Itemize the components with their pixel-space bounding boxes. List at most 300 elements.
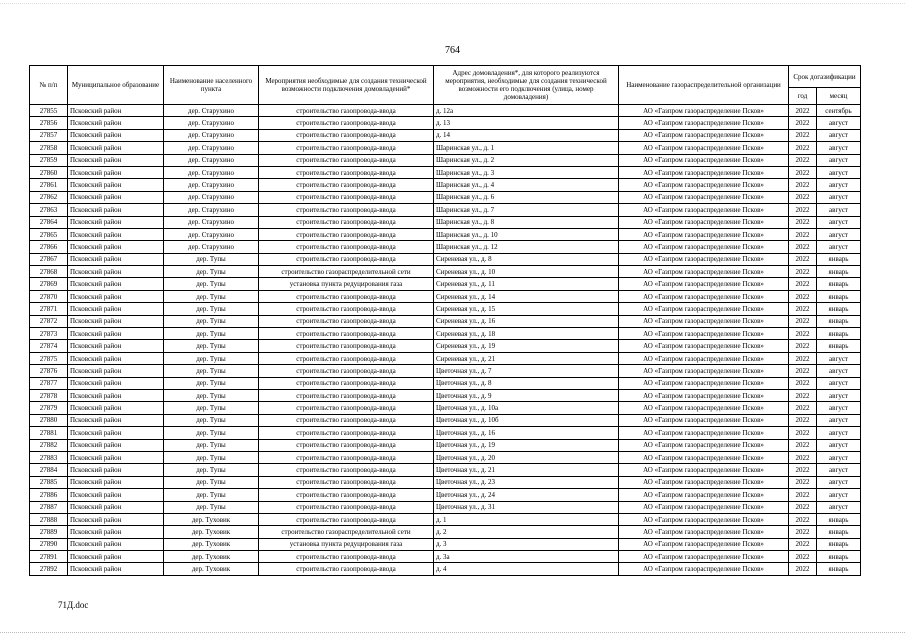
row-month: август bbox=[817, 129, 861, 141]
row-measure: строительство газопровода-ввода bbox=[259, 414, 434, 426]
row-month: август bbox=[817, 154, 861, 166]
row-municipality: Псковский район bbox=[68, 476, 164, 488]
row-municipality: Псковский район bbox=[68, 105, 164, 117]
row-address: Цветочная ул., д. 9 bbox=[434, 389, 619, 401]
row-organization: АО «Газпром газораспределение Псков» bbox=[619, 414, 789, 426]
row-year: 2022 bbox=[789, 105, 817, 117]
row-municipality: Псковский район bbox=[68, 402, 164, 414]
row-year: 2022 bbox=[789, 377, 817, 389]
row-municipality: Псковский район bbox=[68, 501, 164, 513]
table-row bbox=[30, 142, 861, 154]
header-address: Адрес домовладения*, для которого реализуются мероприятия, необходимые для создания технической возможности его подключения (улица, номер домовладения) bbox=[434, 66, 619, 105]
row-settlement: дер. Старухино bbox=[164, 191, 259, 203]
row-settlement: дер. Тупы bbox=[164, 389, 259, 401]
row-number: 27883 bbox=[30, 451, 68, 463]
row-measure: строительство газопровода-ввода bbox=[259, 489, 434, 501]
row-organization: АО «Газпром газораспределение Псков» bbox=[619, 204, 789, 216]
row-month: август bbox=[817, 365, 861, 377]
row-municipality: Псковский район bbox=[68, 191, 164, 203]
row-month: август bbox=[817, 179, 861, 191]
row-month: январь bbox=[817, 253, 861, 265]
header-year: год bbox=[789, 88, 817, 105]
row-month: январь bbox=[817, 328, 861, 340]
row-number: 27856 bbox=[30, 117, 68, 129]
row-year: 2022 bbox=[789, 476, 817, 488]
row-organization: АО «Газпром газораспределение Псков» bbox=[619, 340, 789, 352]
row-address: д. 1 bbox=[434, 513, 619, 525]
row-organization: АО «Газпром газораспределение Псков» bbox=[619, 278, 789, 290]
row-measure: строительство газопровода-ввода bbox=[259, 402, 434, 414]
row-month: январь bbox=[817, 315, 861, 327]
row-settlement: дер. Старухино bbox=[164, 105, 259, 117]
row-municipality: Псковский район bbox=[68, 489, 164, 501]
row-measure: строительство газопровода-ввода bbox=[259, 228, 434, 240]
row-address: Шаринская ул., д. 2 bbox=[434, 154, 619, 166]
row-organization: АО «Газпром газораспределение Псков» bbox=[619, 129, 789, 141]
row-month: январь bbox=[817, 303, 861, 315]
row-number: 27889 bbox=[30, 526, 68, 538]
row-measure: строительство газопровода-ввода bbox=[259, 451, 434, 463]
row-settlement: дер. Тупы bbox=[164, 476, 259, 488]
table-row bbox=[30, 551, 861, 563]
row-address: д. 13 bbox=[434, 117, 619, 129]
row-address: Сиреневая ул., д. 8 bbox=[434, 253, 619, 265]
row-organization: АО «Газпром газораспределение Псков» bbox=[619, 451, 789, 463]
row-year: 2022 bbox=[789, 352, 817, 364]
row-settlement: дер. Тупы bbox=[164, 365, 259, 377]
row-address: Шаринская ул., д. 6 bbox=[434, 191, 619, 203]
table-row bbox=[30, 538, 861, 550]
table-row bbox=[30, 501, 861, 513]
table-row bbox=[30, 402, 861, 414]
row-year: 2022 bbox=[789, 191, 817, 203]
row-number: 27861 bbox=[30, 179, 68, 191]
row-year: 2022 bbox=[789, 365, 817, 377]
row-municipality: Псковский район bbox=[68, 451, 164, 463]
row-year: 2022 bbox=[789, 241, 817, 253]
row-number: 27870 bbox=[30, 290, 68, 302]
row-address: Цветочная ул., д. 21 bbox=[434, 464, 619, 476]
table-row bbox=[30, 266, 861, 278]
row-organization: АО «Газпром газораспределение Псков» bbox=[619, 303, 789, 315]
row-month: август bbox=[817, 117, 861, 129]
table-row bbox=[30, 328, 861, 340]
row-number: 27882 bbox=[30, 439, 68, 451]
row-municipality: Псковский район bbox=[68, 204, 164, 216]
row-organization: АО «Газпром газораспределение Псков» bbox=[619, 241, 789, 253]
row-month: август bbox=[817, 352, 861, 364]
row-address: Сиреневая ул., д. 18 bbox=[434, 328, 619, 340]
row-year: 2022 bbox=[789, 513, 817, 525]
row-municipality: Псковский район bbox=[68, 464, 164, 476]
row-organization: АО «Газпром газораспределение Псков» bbox=[619, 563, 789, 575]
table-row bbox=[30, 427, 861, 439]
row-municipality: Псковский район bbox=[68, 142, 164, 154]
row-settlement: дер. Тупы bbox=[164, 414, 259, 426]
row-number: 27876 bbox=[30, 365, 68, 377]
row-organization: АО «Газпром газораспределение Псков» bbox=[619, 142, 789, 154]
table-row bbox=[30, 451, 861, 463]
row-measure: строительство газопровода-ввода bbox=[259, 204, 434, 216]
row-number: 27866 bbox=[30, 241, 68, 253]
row-municipality: Псковский район bbox=[68, 427, 164, 439]
row-address: Шаринская ул., д. 10 bbox=[434, 228, 619, 240]
row-measure: строительство газопровода-ввода bbox=[259, 464, 434, 476]
row-organization: АО «Газпром газораспределение Псков» bbox=[619, 166, 789, 178]
row-municipality: Псковский район bbox=[68, 303, 164, 315]
header-measures: Мероприятия необходимые для создания технической возможности подключения домовладений* bbox=[259, 66, 434, 105]
row-year: 2022 bbox=[789, 427, 817, 439]
row-year: 2022 bbox=[789, 464, 817, 476]
row-settlement: дер. Тупы bbox=[164, 464, 259, 476]
table-row bbox=[30, 204, 861, 216]
header-settlement: Наименование населенного пункта bbox=[164, 66, 259, 105]
row-year: 2022 bbox=[789, 563, 817, 575]
row-organization: АО «Газпром газораспределение Псков» bbox=[619, 402, 789, 414]
row-year: 2022 bbox=[789, 290, 817, 302]
row-number: 27875 bbox=[30, 352, 68, 364]
header-term: Срок догазификации bbox=[789, 66, 861, 88]
row-organization: АО «Газпром газораспределение Псков» bbox=[619, 315, 789, 327]
row-month: август bbox=[817, 166, 861, 178]
row-settlement: дер. Туховик bbox=[164, 513, 259, 525]
row-organization: АО «Газпром газораспределение Псков» bbox=[619, 105, 789, 117]
row-month: январь bbox=[817, 526, 861, 538]
row-month: январь bbox=[817, 266, 861, 278]
table-row bbox=[30, 513, 861, 525]
row-month: август bbox=[817, 216, 861, 228]
scan-edge-bottom bbox=[0, 632, 905, 634]
row-organization: АО «Газпром газораспределение Псков» bbox=[619, 538, 789, 550]
row-address: д. 3а bbox=[434, 551, 619, 563]
row-settlement: дер. Туховик bbox=[164, 526, 259, 538]
row-measure: строительство газопровода-ввода bbox=[259, 389, 434, 401]
table-row bbox=[30, 377, 861, 389]
row-address: Цветочная ул., д. 10б bbox=[434, 414, 619, 426]
row-measure: строительство газопровода-ввода bbox=[259, 328, 434, 340]
row-number: 27879 bbox=[30, 402, 68, 414]
row-measure: строительство газопровода-ввода bbox=[259, 303, 434, 315]
row-address: Сиреневая ул., д. 10 bbox=[434, 266, 619, 278]
row-settlement: дер. Тупы bbox=[164, 315, 259, 327]
table-row bbox=[30, 117, 861, 129]
row-year: 2022 bbox=[789, 253, 817, 265]
row-organization: АО «Газпром газораспределение Псков» bbox=[619, 290, 789, 302]
row-address: д. 4 bbox=[434, 563, 619, 575]
row-year: 2022 bbox=[789, 501, 817, 513]
row-number: 27880 bbox=[30, 414, 68, 426]
row-settlement: дер. Тупы bbox=[164, 290, 259, 302]
row-municipality: Псковский район bbox=[68, 328, 164, 340]
row-settlement: дер. Старухино bbox=[164, 228, 259, 240]
row-settlement: дер. Старухино bbox=[164, 142, 259, 154]
row-municipality: Псковский район bbox=[68, 266, 164, 278]
row-month: сентябрь bbox=[817, 105, 861, 117]
row-number: 27869 bbox=[30, 278, 68, 290]
row-measure: строительство газопровода-ввода bbox=[259, 142, 434, 154]
row-year: 2022 bbox=[789, 129, 817, 141]
table-row bbox=[30, 179, 861, 191]
row-municipality: Псковский район bbox=[68, 179, 164, 191]
row-address: Цветочная ул., д. 19 bbox=[434, 439, 619, 451]
row-number: 27890 bbox=[30, 538, 68, 550]
row-year: 2022 bbox=[789, 526, 817, 538]
row-settlement: дер. Тупы bbox=[164, 427, 259, 439]
table-row bbox=[30, 464, 861, 476]
row-measure: строительство газопровода-ввода bbox=[259, 476, 434, 488]
row-settlement: дер. Тупы bbox=[164, 439, 259, 451]
row-address: д. 12а bbox=[434, 105, 619, 117]
row-organization: АО «Газпром газораспределение Псков» bbox=[619, 476, 789, 488]
row-municipality: Псковский район bbox=[68, 414, 164, 426]
row-municipality: Псковский район bbox=[68, 253, 164, 265]
row-number: 27874 bbox=[30, 340, 68, 352]
row-month: январь bbox=[817, 290, 861, 302]
row-number: 27878 bbox=[30, 389, 68, 401]
row-number: 27855 bbox=[30, 105, 68, 117]
table-header bbox=[30, 66, 861, 105]
row-settlement: дер. Туховик bbox=[164, 538, 259, 550]
row-settlement: дер. Тупы bbox=[164, 253, 259, 265]
row-settlement: дер. Старухино bbox=[164, 129, 259, 141]
row-year: 2022 bbox=[789, 439, 817, 451]
row-address: Цветочная ул., д. 24 bbox=[434, 489, 619, 501]
row-month: август bbox=[817, 427, 861, 439]
row-year: 2022 bbox=[789, 328, 817, 340]
row-municipality: Псковский район bbox=[68, 216, 164, 228]
row-measure: строительство газопровода-ввода bbox=[259, 154, 434, 166]
row-measure: строительство газопровода-ввода bbox=[259, 191, 434, 203]
row-settlement: дер. Старухино bbox=[164, 166, 259, 178]
row-address: Сиреневая ул., д. 14 bbox=[434, 290, 619, 302]
row-number: 27863 bbox=[30, 204, 68, 216]
row-municipality: Псковский район bbox=[68, 389, 164, 401]
row-organization: АО «Газпром газораспределение Псков» bbox=[619, 427, 789, 439]
row-address: Цветочная ул., д. 8 bbox=[434, 377, 619, 389]
row-month: август bbox=[817, 414, 861, 426]
row-address: Сиреневая ул., д. 21 bbox=[434, 352, 619, 364]
table-row bbox=[30, 439, 861, 451]
row-organization: АО «Газпром газораспределение Псков» bbox=[619, 253, 789, 265]
row-month: август bbox=[817, 451, 861, 463]
row-measure: строительство газопровода-ввода bbox=[259, 340, 434, 352]
row-settlement: дер. Тупы bbox=[164, 489, 259, 501]
table-row bbox=[30, 278, 861, 290]
row-organization: АО «Газпром газораспределение Псков» bbox=[619, 191, 789, 203]
scan-edge-top bbox=[0, 3, 905, 5]
table-row bbox=[30, 303, 861, 315]
row-organization: АО «Газпром газораспределение Псков» bbox=[619, 179, 789, 191]
row-settlement: дер. Старухино bbox=[164, 241, 259, 253]
row-number: 27877 bbox=[30, 377, 68, 389]
row-address: Шаринская ул., д. 12 bbox=[434, 241, 619, 253]
row-year: 2022 bbox=[789, 489, 817, 501]
row-organization: АО «Газпром газораспределение Псков» bbox=[619, 489, 789, 501]
row-municipality: Псковский район bbox=[68, 365, 164, 377]
row-municipality: Псковский район bbox=[68, 278, 164, 290]
row-year: 2022 bbox=[789, 216, 817, 228]
row-month: август bbox=[817, 464, 861, 476]
row-measure: строительство газопровода-ввода bbox=[259, 315, 434, 327]
row-settlement: дер. Старухино bbox=[164, 154, 259, 166]
row-month: август bbox=[817, 489, 861, 501]
row-month: август bbox=[817, 204, 861, 216]
row-measure: строительство газопровода-ввода bbox=[259, 501, 434, 513]
row-month: август bbox=[817, 439, 861, 451]
row-municipality: Псковский район bbox=[68, 551, 164, 563]
row-number: 27887 bbox=[30, 501, 68, 513]
row-month: август bbox=[817, 402, 861, 414]
row-organization: АО «Газпром газораспределение Псков» bbox=[619, 328, 789, 340]
row-measure: строительство газопровода-ввода bbox=[259, 253, 434, 265]
row-address: Сиреневая ул., д. 16 bbox=[434, 315, 619, 327]
row-month: август bbox=[817, 191, 861, 203]
row-month: январь bbox=[817, 551, 861, 563]
row-measure: установка пункта редуцирования газа bbox=[259, 278, 434, 290]
row-address: Сиреневая ул., д. 19 bbox=[434, 340, 619, 352]
row-month: январь bbox=[817, 340, 861, 352]
row-measure: строительство газопровода-ввода bbox=[259, 179, 434, 191]
row-measure: строительство газопровода-ввода bbox=[259, 129, 434, 141]
row-municipality: Псковский район bbox=[68, 526, 164, 538]
header-month: месяц bbox=[817, 88, 861, 105]
row-address: Цветочная ул., д. 31 bbox=[434, 501, 619, 513]
row-month: январь bbox=[817, 278, 861, 290]
row-settlement: дер. Тупы bbox=[164, 303, 259, 315]
row-year: 2022 bbox=[789, 228, 817, 240]
row-year: 2022 bbox=[789, 414, 817, 426]
row-month: январь bbox=[817, 513, 861, 525]
row-address: Шаринская ул., д. 8 bbox=[434, 216, 619, 228]
table-row bbox=[30, 253, 861, 265]
row-municipality: Псковский район bbox=[68, 563, 164, 575]
row-organization: АО «Газпром газораспределение Псков» bbox=[619, 389, 789, 401]
row-settlement: дер. Старухино bbox=[164, 216, 259, 228]
row-address: Шаринская ул., д. 1 bbox=[434, 142, 619, 154]
row-measure: строительство газопровода-ввода bbox=[259, 166, 434, 178]
table-row bbox=[30, 389, 861, 401]
header-org: Наименование газораспределительной организации bbox=[619, 66, 789, 105]
row-number: 27886 bbox=[30, 489, 68, 501]
row-month: август bbox=[817, 241, 861, 253]
row-year: 2022 bbox=[789, 340, 817, 352]
row-settlement: дер. Тупы bbox=[164, 352, 259, 364]
row-number: 27888 bbox=[30, 513, 68, 525]
table-row bbox=[30, 290, 861, 302]
row-settlement: дер. Тупы bbox=[164, 402, 259, 414]
row-number: 27864 bbox=[30, 216, 68, 228]
header-municipality: Муниципальное образование bbox=[68, 66, 164, 105]
table-row bbox=[30, 191, 861, 203]
row-address: Шаринская ул., д. 3 bbox=[434, 166, 619, 178]
row-organization: АО «Газпром газораспределение Псков» bbox=[619, 551, 789, 563]
row-municipality: Псковский район bbox=[68, 154, 164, 166]
row-year: 2022 bbox=[789, 204, 817, 216]
row-municipality: Псковский район bbox=[68, 439, 164, 451]
row-measure: строительство газопровода-ввода bbox=[259, 352, 434, 364]
row-address: Шаринская ул., д. 7 bbox=[434, 204, 619, 216]
row-settlement: дер. Тупы bbox=[164, 266, 259, 278]
table-row bbox=[30, 526, 861, 538]
row-month: август bbox=[817, 501, 861, 513]
row-settlement: дер. Туховик bbox=[164, 563, 259, 575]
row-number: 27867 bbox=[30, 253, 68, 265]
row-number: 27871 bbox=[30, 303, 68, 315]
row-organization: АО «Газпром газораспределение Псков» bbox=[619, 117, 789, 129]
row-settlement: дер. Старухино bbox=[164, 117, 259, 129]
table-row bbox=[30, 563, 861, 575]
row-year: 2022 bbox=[789, 303, 817, 315]
row-number: 27860 bbox=[30, 166, 68, 178]
table-body bbox=[30, 105, 861, 576]
row-month: август bbox=[817, 377, 861, 389]
row-municipality: Псковский район bbox=[68, 513, 164, 525]
footer-filename: 71Д.doc bbox=[58, 600, 89, 610]
row-settlement: дер. Тупы bbox=[164, 377, 259, 389]
table-row bbox=[30, 476, 861, 488]
row-address: д. 2 bbox=[434, 526, 619, 538]
table-row bbox=[30, 489, 861, 501]
row-settlement: дер. Туховик bbox=[164, 551, 259, 563]
table-row bbox=[30, 365, 861, 377]
row-organization: АО «Газпром газораспределение Псков» bbox=[619, 501, 789, 513]
table-row bbox=[30, 241, 861, 253]
row-month: январь bbox=[817, 563, 861, 575]
row-address: Сиреневая ул., д. 11 bbox=[434, 278, 619, 290]
row-year: 2022 bbox=[789, 551, 817, 563]
table-row bbox=[30, 414, 861, 426]
row-organization: АО «Газпром газораспределение Псков» bbox=[619, 352, 789, 364]
row-year: 2022 bbox=[789, 154, 817, 166]
row-settlement: дер. Старухино bbox=[164, 204, 259, 216]
row-number: 27865 bbox=[30, 228, 68, 240]
row-month: август bbox=[817, 389, 861, 401]
row-organization: АО «Газпром газораспределение Псков» bbox=[619, 526, 789, 538]
row-organization: АО «Газпром газораспределение Псков» bbox=[619, 154, 789, 166]
table-row bbox=[30, 352, 861, 364]
row-address: д. 14 bbox=[434, 129, 619, 141]
table-row bbox=[30, 166, 861, 178]
row-municipality: Псковский район bbox=[68, 117, 164, 129]
row-number: 27885 bbox=[30, 476, 68, 488]
row-organization: АО «Газпром газораспределение Псков» bbox=[619, 377, 789, 389]
row-address: Цветочная ул., д. 20 bbox=[434, 451, 619, 463]
table-row bbox=[30, 340, 861, 352]
row-year: 2022 bbox=[789, 266, 817, 278]
row-organization: АО «Газпром газораспределение Псков» bbox=[619, 365, 789, 377]
row-number: 27892 bbox=[30, 563, 68, 575]
row-measure: строительство газопровода-ввода bbox=[259, 439, 434, 451]
table-row bbox=[30, 315, 861, 327]
row-settlement: дер. Тупы bbox=[164, 451, 259, 463]
row-municipality: Псковский район bbox=[68, 241, 164, 253]
row-address: Цветочная ул., д. 23 bbox=[434, 476, 619, 488]
row-municipality: Псковский район bbox=[68, 228, 164, 240]
row-address: Цветочная ул., д. 16 bbox=[434, 427, 619, 439]
row-municipality: Псковский район bbox=[68, 538, 164, 550]
table-row bbox=[30, 154, 861, 166]
row-number: 27859 bbox=[30, 154, 68, 166]
row-year: 2022 bbox=[789, 166, 817, 178]
table-row bbox=[30, 129, 861, 141]
row-organization: АО «Газпром газораспределение Псков» bbox=[619, 266, 789, 278]
row-measure: строительство газопровода-ввода bbox=[259, 105, 434, 117]
row-municipality: Псковский район bbox=[68, 377, 164, 389]
row-number: 27862 bbox=[30, 191, 68, 203]
row-number: 27891 bbox=[30, 551, 68, 563]
row-address: Шаринская ул., д. 4 bbox=[434, 179, 619, 191]
row-settlement: дер. Тупы bbox=[164, 501, 259, 513]
